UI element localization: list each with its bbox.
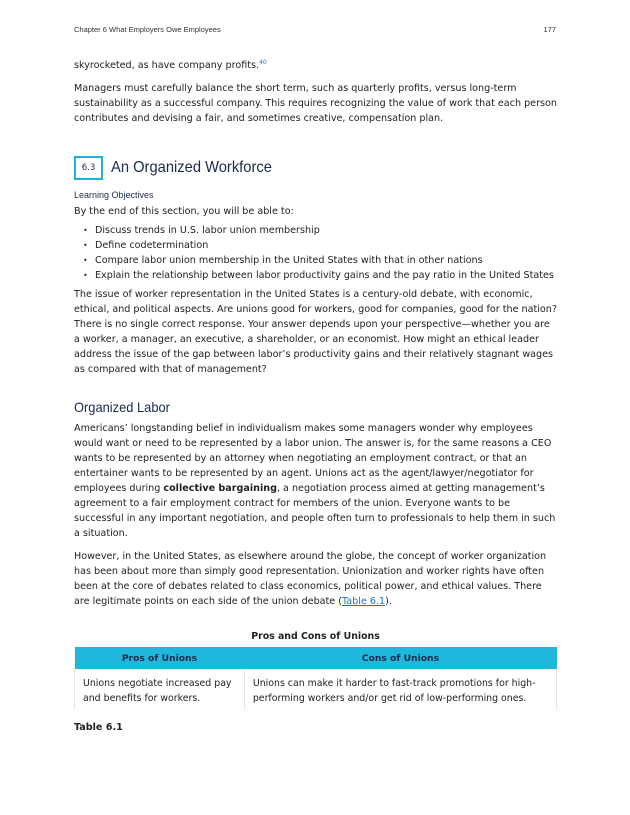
section-heading bbox=[74, 156, 557, 180]
table-header-pros: Pros of Unions bbox=[75, 647, 245, 669]
organized-labor-paragraph-2: However, in the United States, as elsewhere around the globe, the concept of worker organization has been about more than simply good representation. Unionization and worker rights have often been at the core of debates related to class economics, political power, and ethical values. There are legitimate points on each side of the union debate (Table 6.1). bbox=[74, 551, 547, 607]
objective-item: • Define codetermination bbox=[74, 238, 557, 253]
intro-paragraph: Managers must carefully balance the short term, such as quarterly profits, versus long-term sustainability as a successful company. This requires recognizing the value of work that each person contributes and devising a fair, and sometimes creative, compensation plan. bbox=[74, 83, 557, 124]
section-paragraph: The issue of worker representation in the United States is a century-old debate, with economic, ethical, and political aspects. Are unions good for workers, good for companies, good for the nation? There is no single correct response. Your answer depends upon your perspective—whether you are a worker, a manager, an executive, a shareholder, or an economist. How might an ethical leader address the issue of the gap between labor’s productivity gains and their relatively stagnant wages as compared with that of management? bbox=[74, 289, 557, 375]
page-number: 177 bbox=[543, 25, 556, 34]
page-content bbox=[74, 58, 557, 733]
table-reference-link[interactable]: Table 6.1 bbox=[342, 596, 386, 607]
table-header-row bbox=[75, 647, 557, 669]
objectives-list bbox=[74, 223, 557, 283]
table-row bbox=[75, 669, 557, 710]
intro-continuation: skyrocketed, as have company profits.$^{40}$ bbox=[74, 59, 267, 71]
learning-objectives-label: Learning Objectives bbox=[74, 190, 154, 200]
table-header-cons: Cons of Unions bbox=[244, 647, 556, 669]
table-cell: Unions negotiate increased pay and benefits for workers. bbox=[75, 669, 245, 710]
subsection-title: Organized Labor bbox=[74, 399, 170, 415]
section-number-badge: 6.3 bbox=[74, 156, 103, 180]
section-title: An Organized Workforce bbox=[111, 159, 272, 176]
objective-item: • Compare labor union membership in the United States with that in other nations bbox=[74, 253, 557, 268]
table-cell: Unions can make it harder to fast-track promotions for high-performing workers and/or get rid of low-performing ones. bbox=[244, 669, 556, 710]
objective-item: • Explain the relationship between labor productivity gains and the pay ratio in the United States bbox=[74, 268, 557, 283]
organized-labor-paragraph-1: Americans’ longstanding belief in individualism makes some managers wonder why employees would want or need to be represented by a labor union. The answer is, for the same reasons a CEO wants to be represented by an attorney when negotiating an employment contract, or that an entertainer wants to be represented by an agent. Unions act as the agent/lawyer/negotiator for employees during collective bargaining, a negotiation process aimed at getting management’s agreement to a fair employment contract for members of the union. Everyone wants to be successful in any important negotiation, and people often turn to professionals to help them in such a situation. bbox=[74, 423, 556, 539]
footnote-link[interactable]: 40 bbox=[259, 59, 267, 66]
objectives-intro: By the end of this section, you will be able to: bbox=[74, 206, 294, 217]
key-term: collective bargaining bbox=[163, 483, 277, 494]
table-title: Pros and Cons of Unions bbox=[251, 631, 380, 642]
pros-cons-table bbox=[74, 647, 557, 710]
objective-item: • Discuss trends in U.S. labor union membership bbox=[74, 223, 557, 238]
table-label: Table 6.1 bbox=[74, 722, 123, 733]
running-header bbox=[74, 25, 556, 34]
chapter-title: Chapter 6 What Employers Owe Employees bbox=[74, 25, 221, 34]
